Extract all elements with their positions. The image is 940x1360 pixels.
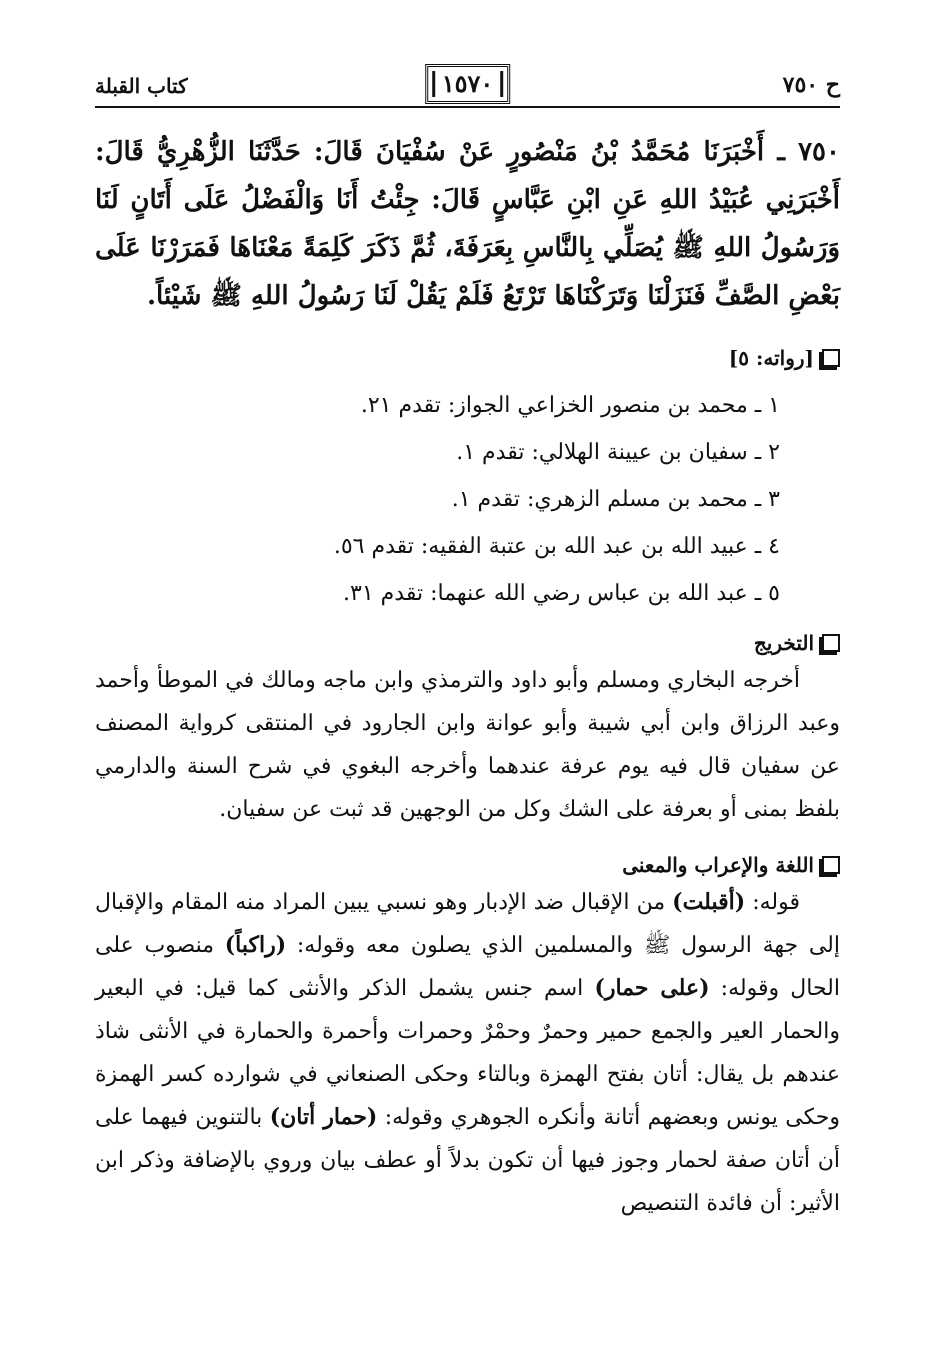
- page: [95, 62, 840, 1247]
- lugha-term: (راكباً): [224, 932, 287, 958]
- lugha-text: [95, 881, 840, 1225]
- square-bullet-icon: [822, 349, 840, 367]
- running-header: [95, 62, 840, 108]
- lugha-heading: [95, 853, 840, 877]
- square-bullet-icon: [822, 634, 840, 652]
- page-number: ١٥٧٠: [425, 64, 511, 104]
- book-title: كتاب القبلة: [95, 74, 188, 98]
- lugha-term: (حمار أتان): [269, 1104, 378, 1130]
- hadith-ref: ح ٧٥٠: [782, 72, 840, 98]
- lugha-part: من الإقبال ضد الإدبار وهو نسبي يبين المراد منه المقام والإقبال إلى جهة الرسول ﷺ والمسلمين الذي يصلون معه وقوله:: [95, 890, 840, 958]
- square-bullet-icon: [822, 856, 840, 874]
- lugha-part: قوله:: [745, 890, 800, 915]
- hadith-text: ٧٥٠ ـ أَخْبَرَنَا مُحَمَّدُ بْنُ مَنْصُورٍ عَنْ سُفْيَانَ قَالَ: حَدَّثَنَا الزُّهْرِيُّ قَالَ: أَخْبَرَنِي عُبَيْدُ اللهِ عَنِ ابْنِ عَبَّاسٍ قَالَ: جِئْتُ أَنَا وَالْفَضْلُ عَلَى أَتَانٍ لَنَا وَرَسُولُ اللهِ ﷺ يُصَلِّي بِالنَّاسِ بِعَرَفَةَ، ثُمَّ ذَكَرَ كَلِمَةً مَعْنَاهَا فَمَرَرْنَا عَلَى بَعْضِ الصَّفِّ فَنَزَلْنَا وَتَرَكْنَاهَا تَرْتَعُ فَلَمْ يَقُلْ لَنَا رَسُولُ اللهِ ﷺ شَيْئاً.: [95, 137, 840, 311]
- takhrij-text: أخرجه البخاري ومسلم وأبو داود والترمذي وابن ماجه ومالك في الموطأ وأحمد وعبد الرزاق وابن أبي شيبة وأبو عوانة وابن الجارود في المنتقى كرواية المصنف عن سفيان قال فيه يوم عرفة عندهما وأخرجه البغوي في شرح السنة والدارمي بلفظ بمنى أو بعرفة على الشك وكل من الوجهين قد ثبت عن سفيان.: [95, 668, 840, 822]
- list-item: ٣ ـ محمد بن مسلم الزهري: تقدم ١.: [451, 487, 780, 512]
- narrators-title: [رواته: ٥]: [728, 346, 814, 370]
- lugha-part: بالتنوين فيهما على أن أتان صفة لحمار وجوز فيها أن تكون بدلاً أو عطف بيان وروي بالإضافة وذكر ابن الأثير: أن فائدة التنصيص: [95, 1105, 840, 1216]
- narrators-heading: [95, 346, 840, 370]
- takhrij-heading: [95, 631, 840, 655]
- takhrij-title: التخريج: [753, 631, 814, 655]
- lugha-term: (أقبلت): [672, 889, 746, 915]
- lugha-part: منصوب على الحال وقوله:: [95, 933, 840, 1001]
- list-item: ٥ ـ عبد الله بن عباس رضي الله عنهما: تقدم ٣١.: [343, 581, 780, 606]
- list-item: ١ ـ محمد بن منصور الخزاعي الجواز: تقدم ٢١.: [360, 393, 780, 418]
- list-item: ٢ ـ سفيان بن عيينة الهلالي: تقدم ١.: [456, 440, 780, 465]
- lugha-term: (على حمار): [594, 975, 710, 1001]
- lugha-title: اللغة والإعراب والمعنى: [622, 853, 814, 877]
- narrators-list: [95, 382, 840, 617]
- list-item: ٤ ـ عبيد الله بن عبد الله بن عتبة الفقيه: تقدم ٥٦.: [333, 534, 780, 559]
- lugha-part: اسم جنس يشمل الذكر والأنثى كما قيل: في البعير والحمار العير والجمع حمير وحمرٌ وحمْرٌ وحمرات وأحمرة والحمارة في الأنثى شاذ عندهم بل يقال: أتان بفتح الهمزة وبالتاء وحكى الصنعاني في شوارده كسر الهمزة وحكى يونس وبعضهم أتانة وأنكره الجوهري وقوله:: [95, 976, 840, 1130]
